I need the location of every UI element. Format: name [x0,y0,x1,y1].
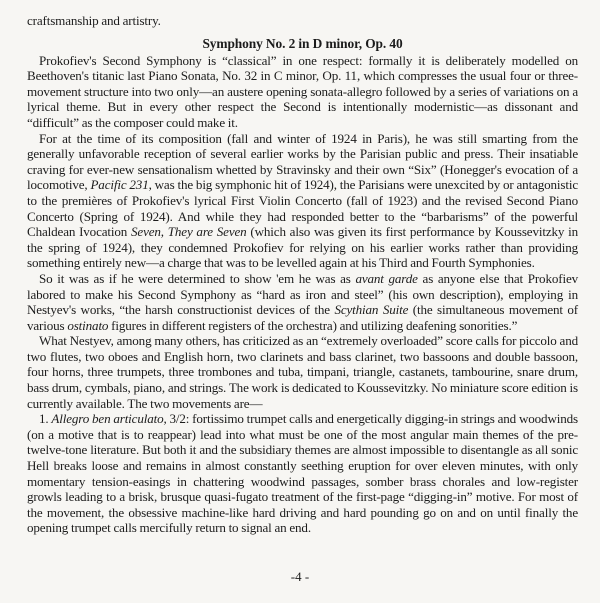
body-paragraph [27,333,578,411]
paragraph-text: For at the time of its composition (fall and winter of 1924 in Paris), he was still smarting from the generally unfavorable reception of several earlier works by the Parisian public and press. Their insatiable craving for ever-new sensationalism whetted by Stravinsky and their own “Six” (Honegger's evocation of a locomotive, [27,130,578,193]
body-paragraph [27,131,578,271]
paragraph-text: Prokofiev's Second Symphony is “classical” in one respect: formally it is deliberately modelled on Beethoven's titanic last Piano Sonata, No. 32 in C minor, Op. 11, which compresses the usual four or three-movement structure into two only—an austere opening sonata-allegro followed by a series of variations on a lyrical theme. But in every other respect the Second is intentionally modernistic—as dissonant and “difficult” as the composer could make it. [27,52,578,130]
italic-text: ostinato [67,317,109,333]
continued-line: craftsmanship and artistry. [27,13,161,28]
paragraph-text: (which also was given its first performance by Koussevitzky in the spring of 1924), they condemned Prokofiev for relying on his earlier works rather than providing something entirely new—a charge that was to be levelled again at his Third and Fourth Symphonies. [27,224,578,271]
body-text [27,53,578,536]
paragraph-text: So it was as if he were determined to show 'em he was as [39,270,356,286]
paragraph-text: What Nestyev, among many others, has criticized as an “extremely overloaded” score calls for piccolo and two flutes, two oboes and English horn, two clarinets and bass clarinet, two bassoons and double bassoon, four horns, three trumpets, three trombones and tuba, timpani, triangle, castanets, tambourine, snare drum, bass drum, cymbals, piano, and strings. The work is dedicated to Koussevitzky. No miniature score edition is currently available. The two movements are— [27,333,578,411]
paragraph-text: 3/2: fortissimo trumpet calls and energetically digging-in strings and woodwinds (on a motive that is to reappear) lead into what must be one of the most angular main themes of the pre-twelve-tone literature. But both it and the subsidiary themes are almost impossible to disentangle as all sonic Hell breaks loose and remains in almost constantly seething eruption for over eleven minutes, with only momentary tension-easings in chattering woodwind passages, somber brass chorales and low-register growls leading to a brisk, brusque quasi-fugato treatment of the first-page “digging-in” motive. For most of the movement, the obsessive machine-like hard driving and hard pounding go on and on until finally the opening trumpet calls mercifully return to signal an end. [27,411,578,536]
paragraph-text: (the simultaneous movement of various [27,302,579,333]
italic-text: Scythian Suite [334,302,409,318]
body-paragraph [27,271,578,333]
paragraph-text: as anyone else that Prokofiev labored to make his Second Symphony as “hard as iron and steel” (his own description), employing in Nestyev's works, “the harsh constructionist devices of the [27,270,579,318]
italic-text: Pacific 231 [90,177,149,193]
body-paragraph [27,53,578,131]
paragraph-text: , was the big symphonic hit of 1924), the Parisians were unexcited by or antagonistic to the premières of Prokofiev's lyrical First Violin Concerto (fall of 1923) and the revised Second Piano Concerto (Spring of 1924). And while they had responded better to the “barbarisms” of the powerful Chaldean Ivocation [27,177,578,240]
paragraph-text: figures in different registers of the orchestra) and utilizing deafening sonorities.” [108,317,518,333]
page-number: -4 - [290,569,310,584]
italic-text: avant garde [355,270,418,286]
body-paragraph [27,411,578,536]
section-heading: Symphony No. 2 in D minor, Op. 40 [202,35,403,51]
italic-text: Seven, They are Seven [131,224,247,240]
paragraph-text: 1. [39,411,52,427]
italic-text: Allegro ben articulato, [51,411,167,427]
